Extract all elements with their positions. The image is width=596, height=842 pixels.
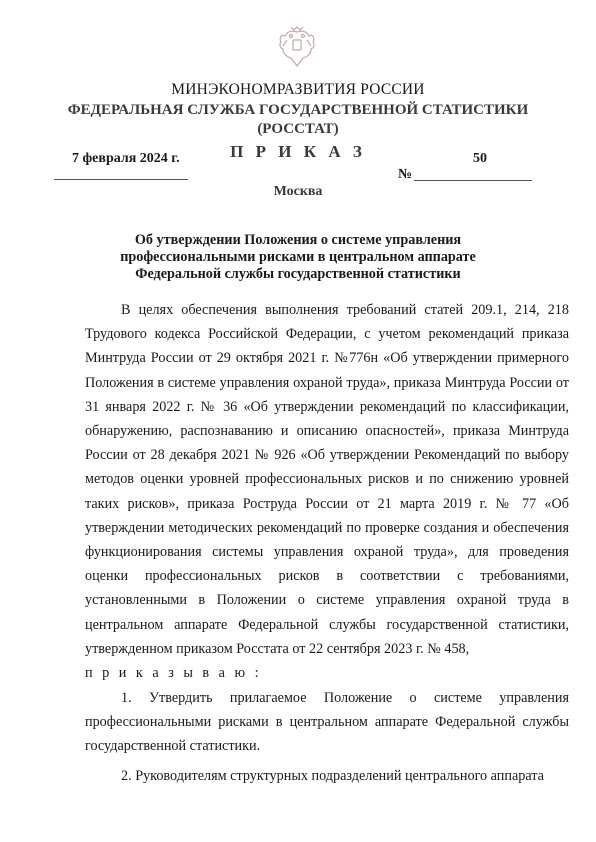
date-underline — [54, 179, 188, 180]
preamble-text: В целях обеспечения выполнения требований статей 209.1, 214, 218 Трудового кодекса Российской Федерации, с учетом рекомендаций приказа Минтруда России от 29 октября 2021 г. №776н «Об утверждении примерного Положения в системе управления охраной труда», приказа Минтруда России от 31 января 2022 г. № 36 «Об утверждении рекомендаций по классификации, обнаружению, распознаванию и описанию опасностей», приказа Минтруда России от 28 декабря 2021 № 926 «Об утверждении Рекомендаций по выбору методов оценки уровней профессиональных рисков и по снижению уровней таких рисков», приказа Роструда России от 21 марта 2019 г. № 77 «Об утверждении методических рекомендаций по проверке создания и обеспечения функционирования системы управления охраной труда», для проведения оценки профессиональных рисков в соответствии с требованиями, установленными в Положении о системе управления охраной труда в центральном аппарате Федеральной службы государственной статистики, утвержденном приказом Росстата от 22 сентября 2023 г. № 458, — [85, 302, 569, 657]
order-date: 7 февраля 2024 г. — [72, 151, 180, 166]
coat-of-arms-icon — [277, 24, 317, 70]
order-title: П Р И К А З — [230, 142, 366, 161]
decree-word: п р и к а з ы в а ю : — [85, 665, 262, 682]
city: Москва — [273, 184, 323, 199]
number-sign: № — [398, 167, 413, 182]
order-item-2: 2. Руководителям структурных подразделений центрального аппарата — [121, 767, 544, 784]
agency-name: ФЕДЕРАЛЬНАЯ СЛУЖБА ГОСУДАРСТВЕННОЙ СТАТИСТИКИ — [67, 102, 529, 118]
agency-short-name: (РОССТАТ) — [257, 121, 339, 137]
order-preamble — [85, 298, 569, 685]
number-underline — [414, 180, 532, 181]
order-subject: Об утверждении Положения о системе управления профессиональными рисками в центральном аппарате Федеральной службы государственной статистики — [120, 232, 476, 282]
ministry-name: МИНЭКОНОМРАЗВИТИЯ РОССИИ — [171, 81, 425, 98]
order-item-1: 1. Утвердить прилагаемое Положение о системе управления профессиональными рисками в центральном аппарате Федеральной службы государственной статистики. — [85, 690, 569, 755]
order-number: 50 — [473, 151, 487, 166]
order-items — [85, 686, 569, 788]
